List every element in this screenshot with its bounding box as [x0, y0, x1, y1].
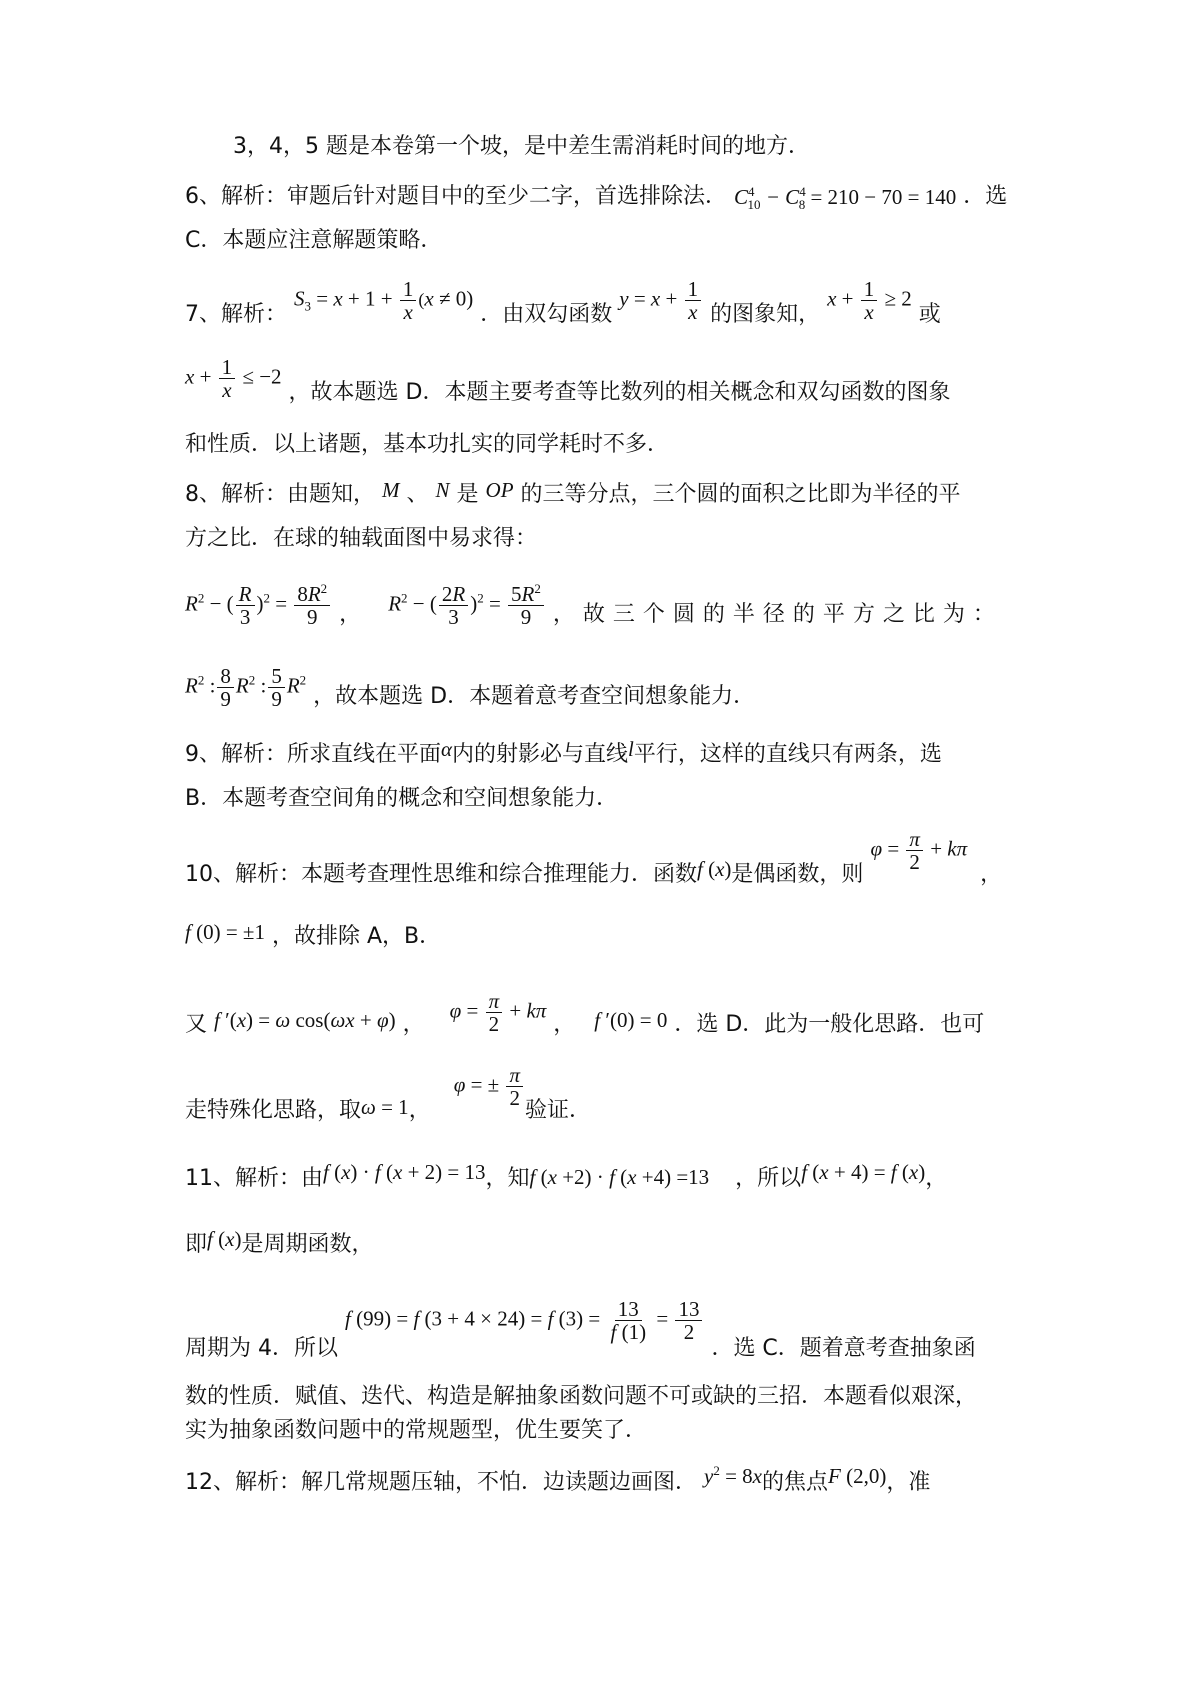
parabola-eq: $y^2 = 8x$: [704, 1463, 762, 1488]
radius-eq-1: $R^2$ − ( $\frac{R}{3}$ )$^2$ = $\frac{8R^2}{9}$: [185, 583, 332, 628]
text-span: 9、解析：所求直线在平面: [185, 742, 441, 767]
text-line: [185, 988, 1025, 1040]
text-line: [185, 1416, 1025, 1446]
text-span: 是偶函数，则: [731, 862, 864, 887]
inequality-le-neg2: x + $\frac{1}{x}$ ≤ −2: [185, 354, 282, 402]
text-span: 周期为 4．所以: [185, 1336, 338, 1361]
text-span: ，准: [886, 1470, 931, 1495]
plane-alpha: α: [441, 737, 453, 761]
text-span: ．选: [963, 184, 1008, 209]
text-span: 数的性质．赋值、迭代、构造是解抽象函数问题不可或缺的三招．本题看似艰深，: [185, 1384, 978, 1409]
fp0-value: f ′(0) = 0: [594, 1008, 668, 1032]
hook-function: y = x + $\frac{1}{x}$: [619, 278, 703, 323]
text-span: 或: [918, 302, 941, 327]
text-span: 实为抽象函数问题中的常规题型，优生要笑了．: [185, 1418, 648, 1443]
ratio-formula: $R^2$ : $\frac{8}{9}$ $R^2$ : $\frac{5}{9}$ $R^2$: [185, 663, 307, 711]
text-span: ，故三个圆的半径的平方之比为：: [552, 602, 1003, 627]
text-span: ，: [339, 602, 362, 627]
text-line: [185, 1227, 1025, 1260]
point-n: N: [435, 478, 450, 502]
segment-op: OP: [485, 478, 514, 502]
text-line: [185, 1382, 1025, 1412]
function-fx: f (x): [697, 857, 732, 881]
text-span: ．选 C．题着意考查抽象函: [711, 1336, 976, 1361]
text-span: 内的射影必与直线: [452, 742, 629, 767]
text-span: 的焦点: [762, 1470, 829, 1495]
text-line: [185, 1062, 1025, 1126]
text-span: ，故排除 A，B．: [271, 924, 442, 949]
text-span: ，: [980, 862, 1003, 887]
text-line: [185, 524, 1025, 554]
text-span: ，知: [485, 1166, 530, 1191]
recurrence-3: f (x + 4) = f (x): [801, 1160, 926, 1184]
phi-formula-2: φ = $\frac{\pi}{2}$ + kπ: [449, 988, 547, 1036]
s3-formula: $S_3 = x + 1$ + $\frac{1}{x}$ (x ≠ 0): [294, 276, 474, 324]
text-span: 平行，这样的直线只有两条，选: [633, 742, 942, 767]
text-span: ，故本题选 D．本题着意考查空间想象能力．: [313, 684, 756, 709]
text-span: C．本题应注意解题策略．: [185, 228, 443, 253]
text-span: ．选 D．此为一般化思路．也可: [674, 1012, 985, 1037]
text-span: 是周期函数，: [241, 1232, 374, 1257]
text-span: 的图象知，: [710, 302, 821, 327]
text-line: [185, 226, 1025, 256]
text-span: ，: [408, 1098, 431, 1123]
text-line: [185, 354, 1025, 408]
text-span: 是: [456, 482, 479, 507]
text-span: ，: [402, 1012, 425, 1037]
recurrence-1: f (x) · f (x + 2) = 13: [323, 1160, 486, 1184]
phi-formula-3: φ = ± $\frac{\pi}{2}$: [454, 1064, 525, 1109]
text-span: 12、解析：解几常规题压轴，不怕．边读题边画图．: [185, 1470, 697, 1495]
radius-eq-2: $R^2$ − ( $\frac{2R}{3}$ )$^2$ = $\frac{5R^2}{9}$: [388, 583, 546, 628]
text-line: [185, 1160, 1025, 1194]
text-line: [185, 1296, 1025, 1364]
text-span: 8、解析：由题知，: [185, 482, 375, 507]
text-line: [185, 182, 1025, 212]
text-span: 又: [185, 1012, 208, 1037]
text-span: 验证．: [524, 1098, 591, 1123]
text-span: 即: [185, 1232, 208, 1257]
point-m: M: [382, 478, 400, 502]
text-span: 7、解析：: [185, 302, 287, 327]
text-span: 和性质．以上诸题，基本功扎实的同学耗时不多．: [185, 432, 670, 457]
text-span: 的三等分点，三个圆的面积之比即为半径的平: [520, 482, 961, 507]
text-line: [185, 826, 1025, 890]
text-line: [185, 580, 1025, 630]
text-line: [185, 922, 1025, 952]
text-line: [185, 1463, 1025, 1498]
text-span: ，所以: [735, 1166, 802, 1191]
line-l: l: [628, 737, 634, 761]
text-span: ，: [553, 1012, 576, 1037]
text-span: 方之比．在球的轴载面图中易求得：: [185, 526, 538, 551]
text-line: [185, 737, 1025, 770]
text-line: [185, 663, 1025, 712]
text-span: 、: [406, 482, 429, 507]
derivative-formula: f ′(x) = ω cos(ωx + φ): [214, 1008, 396, 1032]
text-line: [185, 784, 1025, 814]
recurrence-2: f (x +2) · f (x +4) =13: [529, 1165, 710, 1189]
inequality-ge2: x + $\frac{1}{x}$ ≥ 2: [827, 276, 912, 324]
text-line: [185, 430, 1025, 460]
text-span: 走特殊化思路，取: [185, 1098, 362, 1123]
text-span: 10、解析：本题考查理性思维和综合推理能力．函数: [185, 862, 697, 887]
f0-value: f (0) = ±1: [185, 920, 265, 944]
text-line: [233, 132, 1073, 162]
phi-formula-1: φ = $\frac{\pi}{2}$ + kπ: [870, 826, 968, 874]
text-line: [185, 480, 1025, 510]
text-span: ，故本题选 D．本题主要考查等比数列的相关概念和双勾函数的图象: [288, 380, 951, 405]
text-span: ，: [925, 1166, 948, 1191]
focus-point: F (2,0): [828, 1464, 887, 1488]
combination-formula: $C^4_{10} - C^4_8 = 210 - 70 = 140$: [734, 184, 957, 213]
text-line: [185, 276, 1025, 330]
text-span: 6、解析：审题后针对题目中的至少二字，首选排除法．: [185, 184, 727, 209]
text-span: 11、解析：由: [185, 1166, 323, 1191]
function-fx-2: f (x): [207, 1227, 242, 1251]
text-span: ．由双勾函数: [480, 302, 613, 327]
f99-formula: f (99) = f (3 + 4 × 24) = f (3) = $\frac{13}{f (1)}$ = $\frac{13}{2}$: [345, 1298, 704, 1343]
text-span: B．本题考查空间角的概念和空间想象能力．: [185, 786, 619, 811]
text-span: 3，4，5 题是本卷第一个坡，是中差生需消耗时间的地方．: [233, 134, 810, 159]
omega-value: ω = 1: [361, 1095, 409, 1119]
